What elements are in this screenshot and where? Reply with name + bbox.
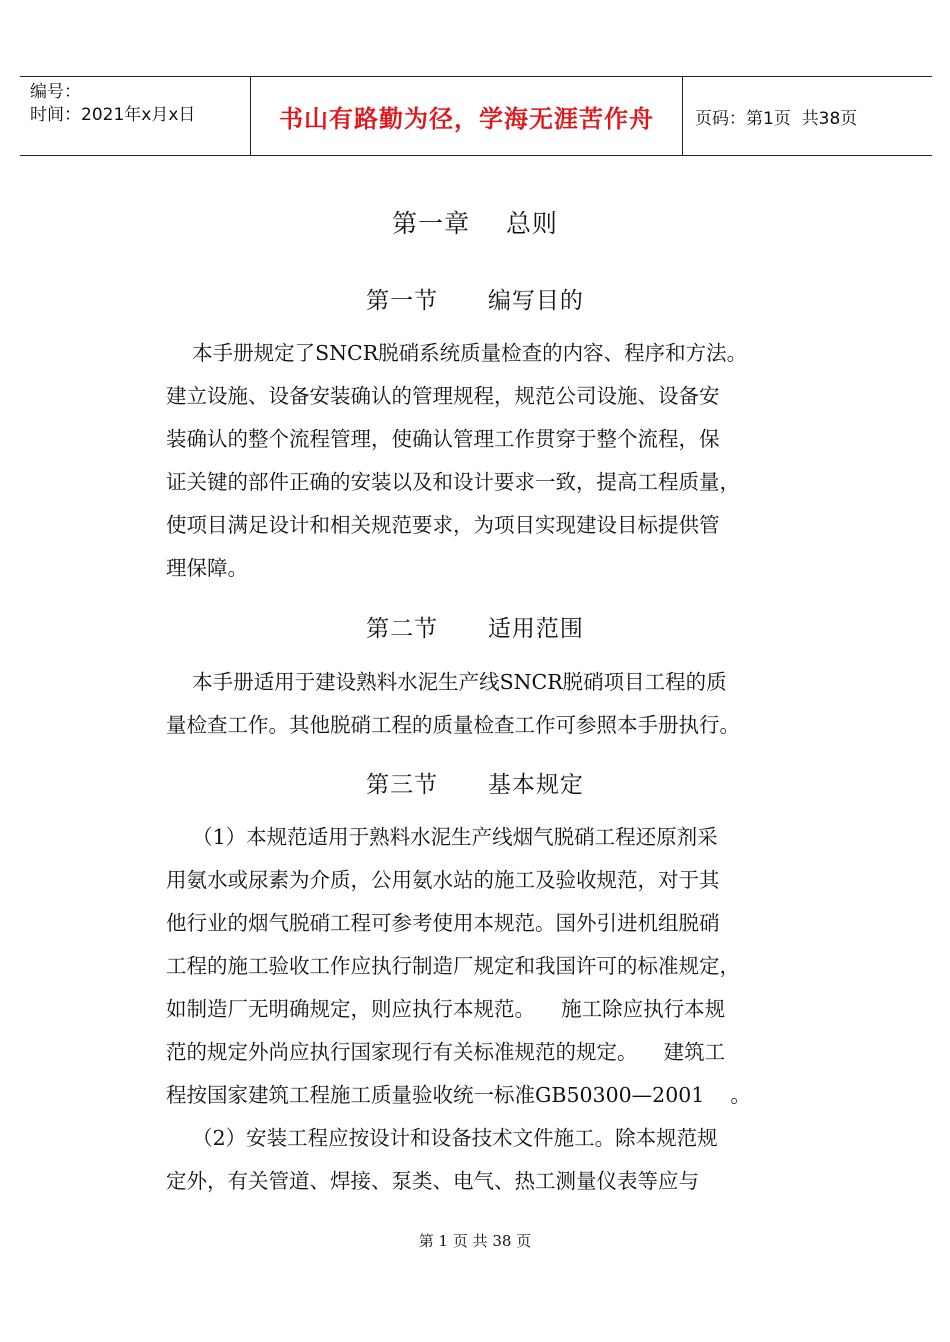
paragraph-line: 本手册规定了SNCR脱硝系统质量检查的内容、程序和方法。 — [166, 341, 748, 365]
page-info-text: 页码：第1页 共38页 — [695, 108, 858, 129]
section-1-paragraph — [166, 332, 796, 590]
paragraph-line: 理保障。 — [166, 556, 248, 580]
chapter-title-text: 第一章 总则 — [392, 209, 558, 238]
header-page-info — [683, 77, 932, 155]
paragraph-line: 量检查工作。其他脱硝工程的质量检查工作可参照本手册执行。 — [166, 713, 740, 737]
paragraph-line: 建立设施、设备安装确认的管理规程，规范公司设施、设备安 — [166, 384, 720, 408]
paragraph-line: （2）安装工程应按设计和设备技术文件施工。除本规范规 — [166, 1126, 718, 1150]
paragraph-line: 他行业的烟气脱硝工程可参考使用本规范。国外引进机组脱硝 — [166, 911, 720, 935]
footer-page-number: 第 1 页 共 38 页 — [418, 1232, 532, 1250]
section-title-text: 第三节 基本规定 — [366, 772, 584, 798]
page-header — [20, 76, 932, 156]
section-title-text: 第二节 适用范围 — [366, 616, 584, 642]
section-title-1 — [0, 282, 950, 315]
section-3-paragraph — [166, 816, 796, 1203]
paragraph-line: 用氨水或尿素为介质，公用氨水站的施工及验收规范，对于其 — [166, 868, 720, 892]
document-time: 时间：2021年x月x日 — [30, 105, 196, 125]
paragraph-line: 工程的施工验收工作应执行制造厂规定和我国许可的标准规定， — [166, 954, 740, 978]
section-title-2 — [0, 610, 950, 643]
section-title-3 — [0, 766, 950, 799]
document-number-label: 编号： — [30, 82, 81, 102]
paragraph-line: （1）本规范适用于熟料水泥生产线烟气脱硝工程还原剂采 — [166, 825, 718, 849]
section-2-paragraph — [166, 661, 796, 747]
chapter-title — [0, 204, 950, 240]
paragraph-line: 定外，有关管道、焊接、泵类、电气、热工测量仪表等应与 — [166, 1169, 699, 1193]
paragraph-line: 装确认的整个流程管理，使确认管理工作贯穿于整个流程，保 — [166, 427, 720, 451]
header-meta — [20, 77, 251, 155]
page-footer — [0, 1230, 950, 1251]
paragraph-line: 本手册适用于建设熟料水泥生产线SNCR脱硝项目工程的质 — [166, 670, 727, 694]
paragraph-line: 如制造厂无明确规定，则应执行本规范。 施工除应执行本规 — [166, 997, 726, 1021]
paragraph-line: 程按国家建筑工程施工质量验收统一标准GB50300—2001 。 — [166, 1083, 751, 1107]
section-title-text: 第一节 编写目的 — [366, 288, 584, 314]
paragraph-line: 范的规定外尚应执行国家现行有关标准规范的规定。 建筑工 — [166, 1040, 726, 1064]
paragraph-line: 使项目满足设计和相关规范要求，为项目实现建设目标提供管 — [166, 513, 720, 537]
paragraph-line: 证关键的部件正确的安装以及和设计要求一致，提高工程质量， — [166, 470, 740, 494]
header-motto: 书山有路勤为径，学海无涯苦作舟 — [251, 77, 683, 155]
